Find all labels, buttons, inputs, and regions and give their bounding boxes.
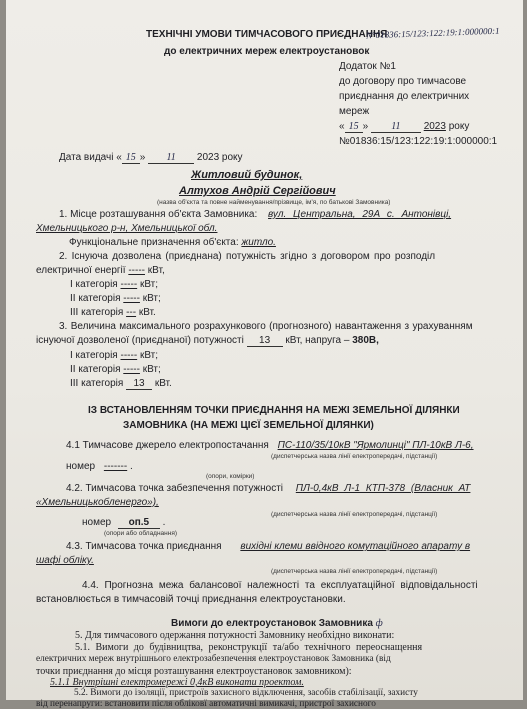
s41-number-label: номер [66, 461, 96, 472]
s42-caption: (диспетчерська назва лінії електропередачі, підстанції) [271, 511, 438, 518]
item3-cat1-unit: кВт; [139, 350, 159, 361]
issue-month: 11 [148, 152, 194, 164]
s41-number-value: ------- [103, 461, 128, 472]
annex-title: Додаток №1 [339, 61, 396, 72]
item1-label: 1. Місце розташування об'єкта Замовника: [59, 209, 258, 220]
s41-label: 4.1 Тимчасове джерело електропостачання [66, 440, 269, 451]
s42-value: ПЛ-0,4кВ Л-1 КТП-378 (Власник АТ [295, 483, 471, 494]
item2-cat1-label: I категорія [70, 279, 118, 290]
title-handwritten-number: N°01836:15/123:122:19:1:000000:1 [365, 25, 500, 41]
item3-cat1 [70, 350, 158, 361]
s42-number-dot: . [162, 517, 166, 528]
item2-total-value: ----- [128, 265, 145, 276]
item2-cat3-unit: кВт. [138, 307, 156, 318]
item2-cat2-label: II категорія [70, 293, 121, 304]
item3-cat2-unit: кВт; [142, 364, 161, 375]
document-title-line2: до електричних мереж електроустановок [164, 46, 370, 57]
s41-value: ПС-110/35/10кВ "Ярмолинці" ПЛ-10кВ Л-6, [277, 440, 474, 451]
s43-value: вихідні клеми ввідного комутаційного апарату в [240, 541, 471, 552]
customer-name: Алтухов Андрій Сергійович [179, 185, 336, 197]
issue-day: 15 [122, 152, 140, 164]
s42-number [82, 517, 165, 529]
req52-line2: від перенапруги: встановити після обліковї автоматичні вимикачі, пристрої захисного [36, 699, 376, 709]
s44-line1: 4.4. Прогнозна межа балансової належності та експлуатаційної відповідальності [82, 580, 478, 591]
issue-date-close: » [139, 152, 146, 163]
item1-function [69, 237, 276, 248]
s43-label: 4.3. Тимчасова точка приєднання [66, 541, 222, 552]
annex-year-word: року [448, 121, 470, 132]
item2-cat2-unit: кВт; [142, 293, 161, 304]
req51-line2: електричних мереж внутрішнього електрозабезпечення електроустановок Замовника (від [36, 654, 391, 664]
annex-date [339, 121, 469, 133]
item3-cat3-unit: кВт. [154, 378, 172, 389]
annex-line3: мереж [339, 106, 370, 117]
annex-number: №01836:15/123:122:19:1:000000:1 [339, 136, 498, 147]
item2-cat3-label: III категорія [70, 307, 124, 318]
item3-line1: 3. Величина максимального розрахункового (прогнозного) навантаження з урахуванням [59, 321, 473, 332]
item2-cat2 [70, 293, 161, 304]
customer-caption: (назва об'єкта та повне найменування/прізвище, ім'я, по батькові Замовника) [157, 199, 391, 206]
item3-cat1-value: ----- [120, 350, 138, 361]
item2-line2 [36, 265, 165, 276]
req511: 5.1.1 Внутрішні електромережі 0,4кВ виконати проектом. [50, 677, 304, 688]
req51-line1: 5.1. Вимоги до будівництва, реконструкції та/або технічного переоснащення [75, 642, 423, 653]
s42-line [66, 483, 470, 494]
annex-year: 2023 [423, 121, 446, 132]
issue-date-open: « [116, 152, 122, 163]
document-page [6, 0, 523, 709]
annex-date-close: » [362, 121, 369, 132]
item3-line2-label: існуючої дозволеної (приєднаної) потужності [36, 335, 244, 346]
s42-label: 4.2. Тимчасова точка забезпечення потужності [66, 483, 284, 494]
item3-load-value: 13 [247, 335, 283, 347]
s44-line2: встановлюється в тимчасовій точці приєднання електроустановки. [36, 594, 346, 605]
section-heading-line2: ЗАМОВНИКА (НА МЕЖІ ЦІЄЇ ЗЕМЕЛЬНОЇ ДІЛЯНКИ) [123, 420, 374, 431]
issue-date [59, 152, 243, 164]
s41-number-dot: . [129, 461, 133, 472]
s43-line [66, 541, 470, 552]
s41-line [66, 440, 474, 451]
s42-number-label: номер [82, 517, 112, 528]
item3-cat1-label: I категорія [70, 350, 118, 361]
item1-value-a: вул. Центральна, 29А с. Антонівці, [268, 209, 452, 220]
issue-date-label: Дата видачі [59, 152, 114, 163]
item3-line2-unit: кВт, напруга – [285, 335, 350, 346]
req52-line1: 5.2. Вимоги до ізоляції, пристроїв захисного відключення, засобів стабілізації, захисту [74, 688, 418, 698]
annex-line2: приєднання до електричних [339, 91, 470, 102]
customer-object: Житловий будинок, [191, 169, 303, 181]
item2-cat1-value: ----- [120, 279, 138, 290]
s41-number-caption: (опори, комірки) [206, 473, 255, 480]
item3-cat3 [70, 378, 172, 390]
item2-cat2-value: ----- [123, 293, 140, 304]
item3-cat3-label: III категорія [70, 378, 124, 389]
item2-line2-label: електричної енергії [36, 265, 126, 276]
annex-date-open: « [339, 121, 345, 132]
item2-cat1-unit: кВт; [139, 279, 159, 290]
item3-cat2 [70, 364, 161, 375]
requirements-heading-text: Вимоги до електроустановок Замовника [171, 618, 373, 629]
item3-voltage: 380В, [352, 335, 379, 346]
s42-value-b: «Хмельницькобленерго»), [36, 497, 159, 508]
item3-cat2-label: II категорія [70, 364, 121, 375]
annex-day: 15 [345, 121, 363, 133]
s41-number [66, 461, 133, 472]
item2-cat3-value: --- [126, 307, 137, 318]
item3-cat3-value: 13 [126, 378, 152, 390]
item2-cat1 [70, 279, 158, 290]
function-label: Функціональне призначення об'єкта: [69, 237, 239, 248]
item2-cat3 [70, 307, 156, 318]
item1-value-b: Хмельницького р-н, Хмельницької обл. [36, 223, 218, 234]
item3-line2 [36, 335, 379, 347]
req5: 5. Для тимчасового одержання потужності Замовнику необхідно виконати: [75, 630, 395, 641]
item3-cat2-value: ----- [123, 364, 140, 375]
item2-line2-unit: кВт, [147, 265, 165, 276]
s42-number-value: оп.5 [118, 517, 160, 529]
issue-year: 2023 року [196, 152, 243, 163]
s42-number-caption: (опори або обладнання) [104, 530, 178, 537]
s43-value-b: шафі обліку. [36, 555, 94, 566]
item2-line1: 2. Існуюча дозволена (приєднана) потужність згідно з договором про розподіл [59, 251, 436, 262]
annex-line1: до договору про тимчасове [339, 76, 467, 87]
annex-month: 11 [371, 121, 421, 133]
req51-line3: точки приєднання до місця розташування електроустановок замовником): [36, 666, 352, 677]
item1-location [59, 209, 451, 220]
function-value: житло. [241, 237, 276, 248]
s43-caption: (диспетчерська назва лінії електропередачі, підстанції) [271, 568, 438, 575]
document-title-line1: ТЕХНІЧНІ УМОВИ ТИМЧАСОВОГО ПРИЄДНАННЯ [146, 29, 388, 40]
section-heading-line1: ІЗ ВСТАНОВЛЕННЯМ ТОЧКИ ПРИЄДНАННЯ НА МЕЖІ ЗЕМЕЛЬНОЇ ДІЛЯНКИ [88, 405, 460, 416]
requirements-heading-mark: ф [375, 618, 383, 629]
s41-caption: (диспетчерська назва лінії електропередачі, підстанції) [271, 453, 438, 460]
requirements-heading [171, 618, 383, 629]
